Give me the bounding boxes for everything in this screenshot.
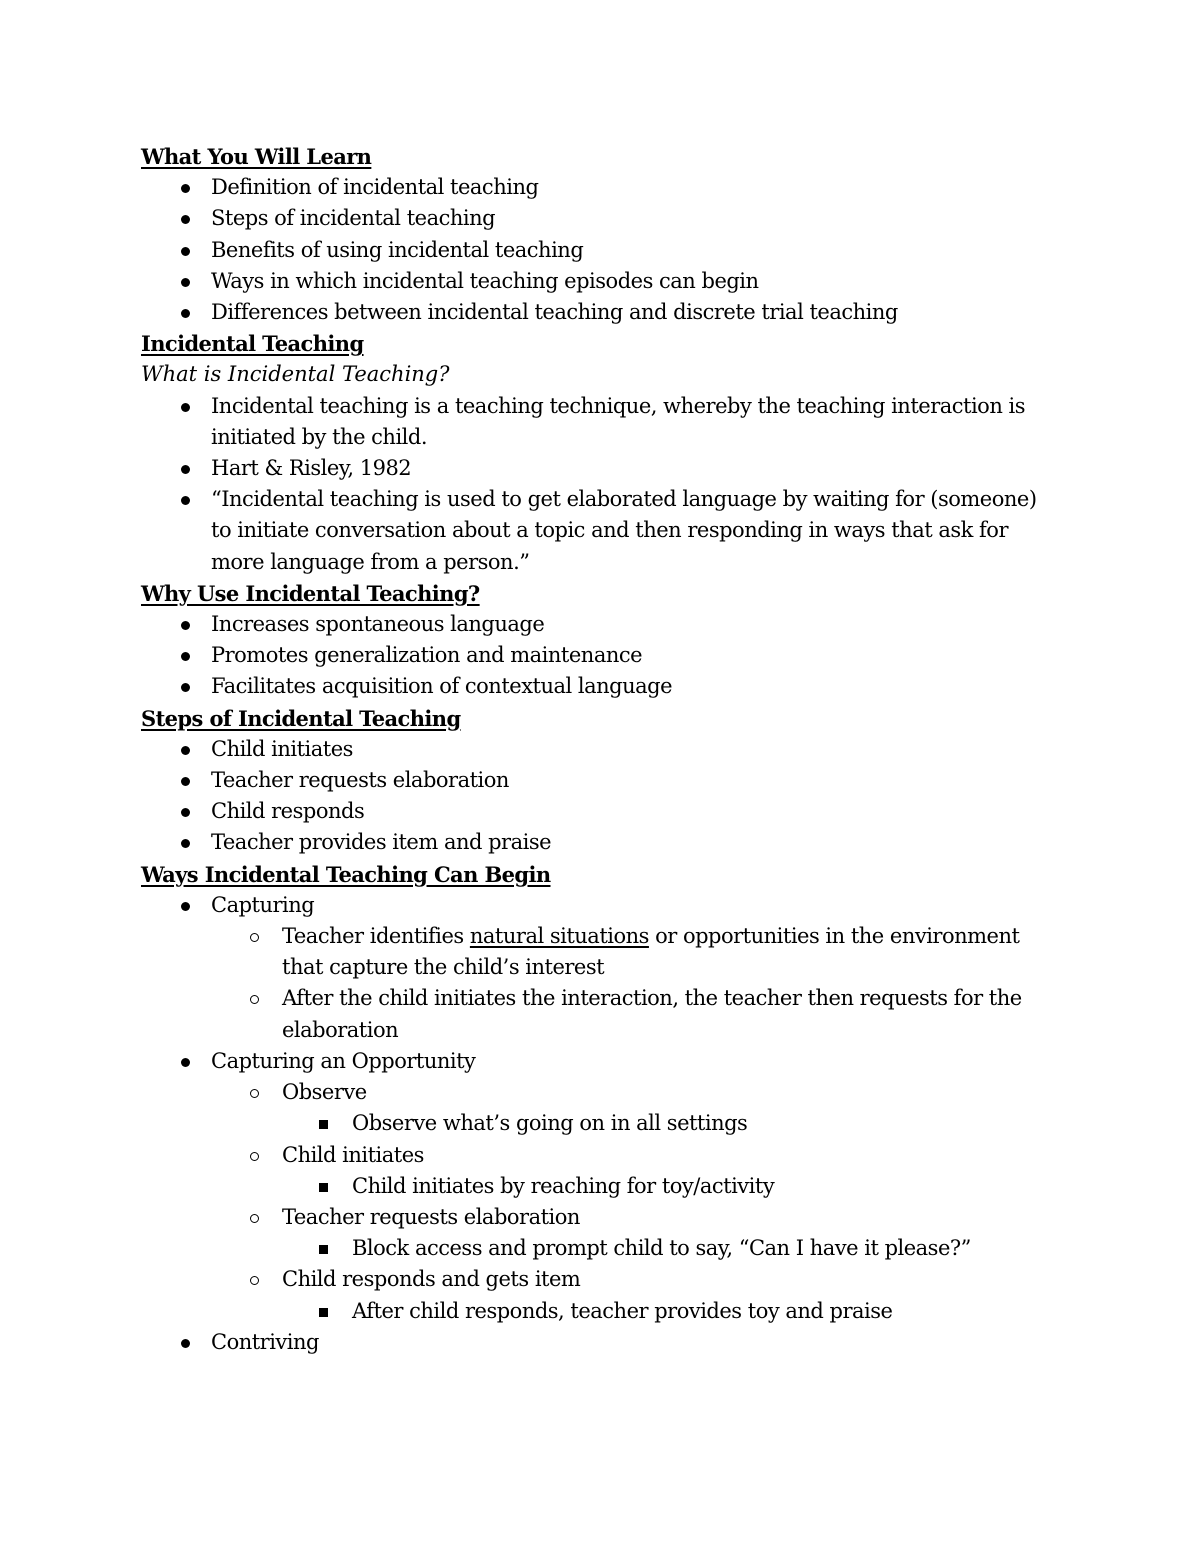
heading-steps: Steps of Incidental Teaching bbox=[141, 705, 461, 731]
bullet-icon bbox=[181, 640, 190, 671]
list-item: Facilitates acquisition of contextual language bbox=[141, 671, 1061, 702]
ways-list bbox=[141, 1046, 1061, 1077]
bullet-icon bbox=[181, 453, 190, 484]
bullet-icon bbox=[181, 172, 190, 203]
ring-bullet-icon bbox=[250, 1140, 259, 1171]
list-item: Child responds bbox=[141, 796, 1061, 827]
subheading-what-is: What is Incidental Teaching? bbox=[141, 362, 450, 387]
list-item: Increases spontaneous language bbox=[141, 609, 1061, 640]
list-item: Observe bbox=[141, 1077, 1061, 1108]
learn-list bbox=[141, 172, 1061, 328]
heading-ways: Ways Incidental Teaching Can Begin bbox=[141, 861, 551, 887]
bullet-icon bbox=[181, 765, 190, 796]
opportunity-detail bbox=[141, 1171, 1061, 1202]
ways-list bbox=[141, 890, 1061, 921]
bullet-icon bbox=[181, 609, 190, 640]
opportunity-sublist bbox=[141, 1077, 1061, 1108]
bullet-icon bbox=[181, 235, 190, 266]
bullet-icon bbox=[181, 1327, 190, 1358]
bullet-icon bbox=[181, 484, 190, 515]
list-item: After the child initiates the interaction, the teacher then requests for the elaboration bbox=[141, 983, 1061, 1045]
bullet-icon bbox=[181, 391, 190, 422]
list-item: Hart & Risley, 1982 bbox=[141, 453, 1061, 484]
bullet-icon bbox=[181, 796, 190, 827]
bullet-icon bbox=[181, 1046, 190, 1077]
square-bullet-icon bbox=[319, 1296, 328, 1327]
opportunity-sublist bbox=[141, 1264, 1061, 1295]
list-item: Definition of incidental teaching bbox=[141, 172, 1061, 203]
ring-bullet-icon bbox=[250, 983, 259, 1014]
list-item: Observe what’s going on in all settings bbox=[141, 1108, 1061, 1139]
opportunity-detail bbox=[141, 1233, 1061, 1264]
ring-bullet-icon bbox=[250, 1202, 259, 1233]
ring-bullet-icon bbox=[250, 921, 259, 952]
list-item: Teacher requests elaboration bbox=[141, 1202, 1061, 1233]
ring-bullet-icon bbox=[250, 1264, 259, 1295]
heading-why-use: Why Use Incidental Teaching? bbox=[141, 580, 480, 606]
heading-incidental-teaching: Incidental Teaching bbox=[141, 331, 364, 357]
bullet-icon bbox=[181, 890, 190, 921]
capturing-sublist bbox=[141, 921, 1061, 1046]
bullet-icon bbox=[181, 734, 190, 765]
list-item: Teacher identifies natural situations or opportunities in the environment that capture the child’s interest bbox=[141, 921, 1061, 983]
list-item: After child responds, teacher provides toy and praise bbox=[141, 1296, 1061, 1327]
list-item: Child initiates by reaching for toy/activity bbox=[141, 1171, 1061, 1202]
opportunity-sublist bbox=[141, 1202, 1061, 1233]
opportunity-sublist bbox=[141, 1140, 1061, 1171]
list-item: Steps of incidental teaching bbox=[141, 203, 1061, 234]
list-item: Child responds and gets item bbox=[141, 1264, 1061, 1295]
why-list bbox=[141, 609, 1061, 703]
list-item: Ways in which incidental teaching episodes can begin bbox=[141, 266, 1061, 297]
list-item: Child initiates bbox=[141, 734, 1061, 765]
document-page bbox=[141, 141, 1061, 1358]
opportunity-detail bbox=[141, 1296, 1061, 1327]
list-item: Capturing bbox=[141, 890, 1061, 921]
heading-what-you-will-learn: What You Will Learn bbox=[141, 144, 372, 169]
square-bullet-icon bbox=[319, 1108, 328, 1139]
list-item: Promotes generalization and maintenance bbox=[141, 640, 1061, 671]
square-bullet-icon bbox=[319, 1233, 328, 1264]
list-item: Block access and prompt child to say, “Can I have it please?” bbox=[141, 1233, 1061, 1264]
list-item: Child initiates bbox=[141, 1140, 1061, 1171]
list-item: Capturing an Opportunity bbox=[141, 1046, 1061, 1077]
list-item: Contriving bbox=[141, 1327, 1061, 1358]
list-item: Differences between incidental teaching and discrete trial teaching bbox=[141, 297, 1061, 328]
square-bullet-icon bbox=[319, 1171, 328, 1202]
steps-list bbox=[141, 734, 1061, 859]
opportunity-detail bbox=[141, 1108, 1061, 1139]
list-item: Benefits of using incidental teaching bbox=[141, 235, 1061, 266]
bullet-icon bbox=[181, 266, 190, 297]
bullet-icon bbox=[181, 297, 190, 328]
list-item: “Incidental teaching is used to get elaborated language by waiting for (someone) to initiate conversation about a topic and then responding in ways that ask for more language from a person.” bbox=[141, 484, 1061, 578]
bullet-icon bbox=[181, 203, 190, 234]
list-item: Incidental teaching is a teaching technique, whereby the teaching interaction is initiated by the child. bbox=[141, 391, 1061, 453]
natural-situations-underline: natural situations bbox=[469, 924, 649, 949]
ways-list bbox=[141, 1327, 1061, 1358]
list-item: Teacher requests elaboration bbox=[141, 765, 1061, 796]
ring-bullet-icon bbox=[250, 1077, 259, 1108]
bullet-icon bbox=[181, 671, 190, 702]
bullet-icon bbox=[181, 827, 190, 858]
list-item: Teacher provides item and praise bbox=[141, 827, 1061, 858]
incidental-list bbox=[141, 391, 1061, 578]
